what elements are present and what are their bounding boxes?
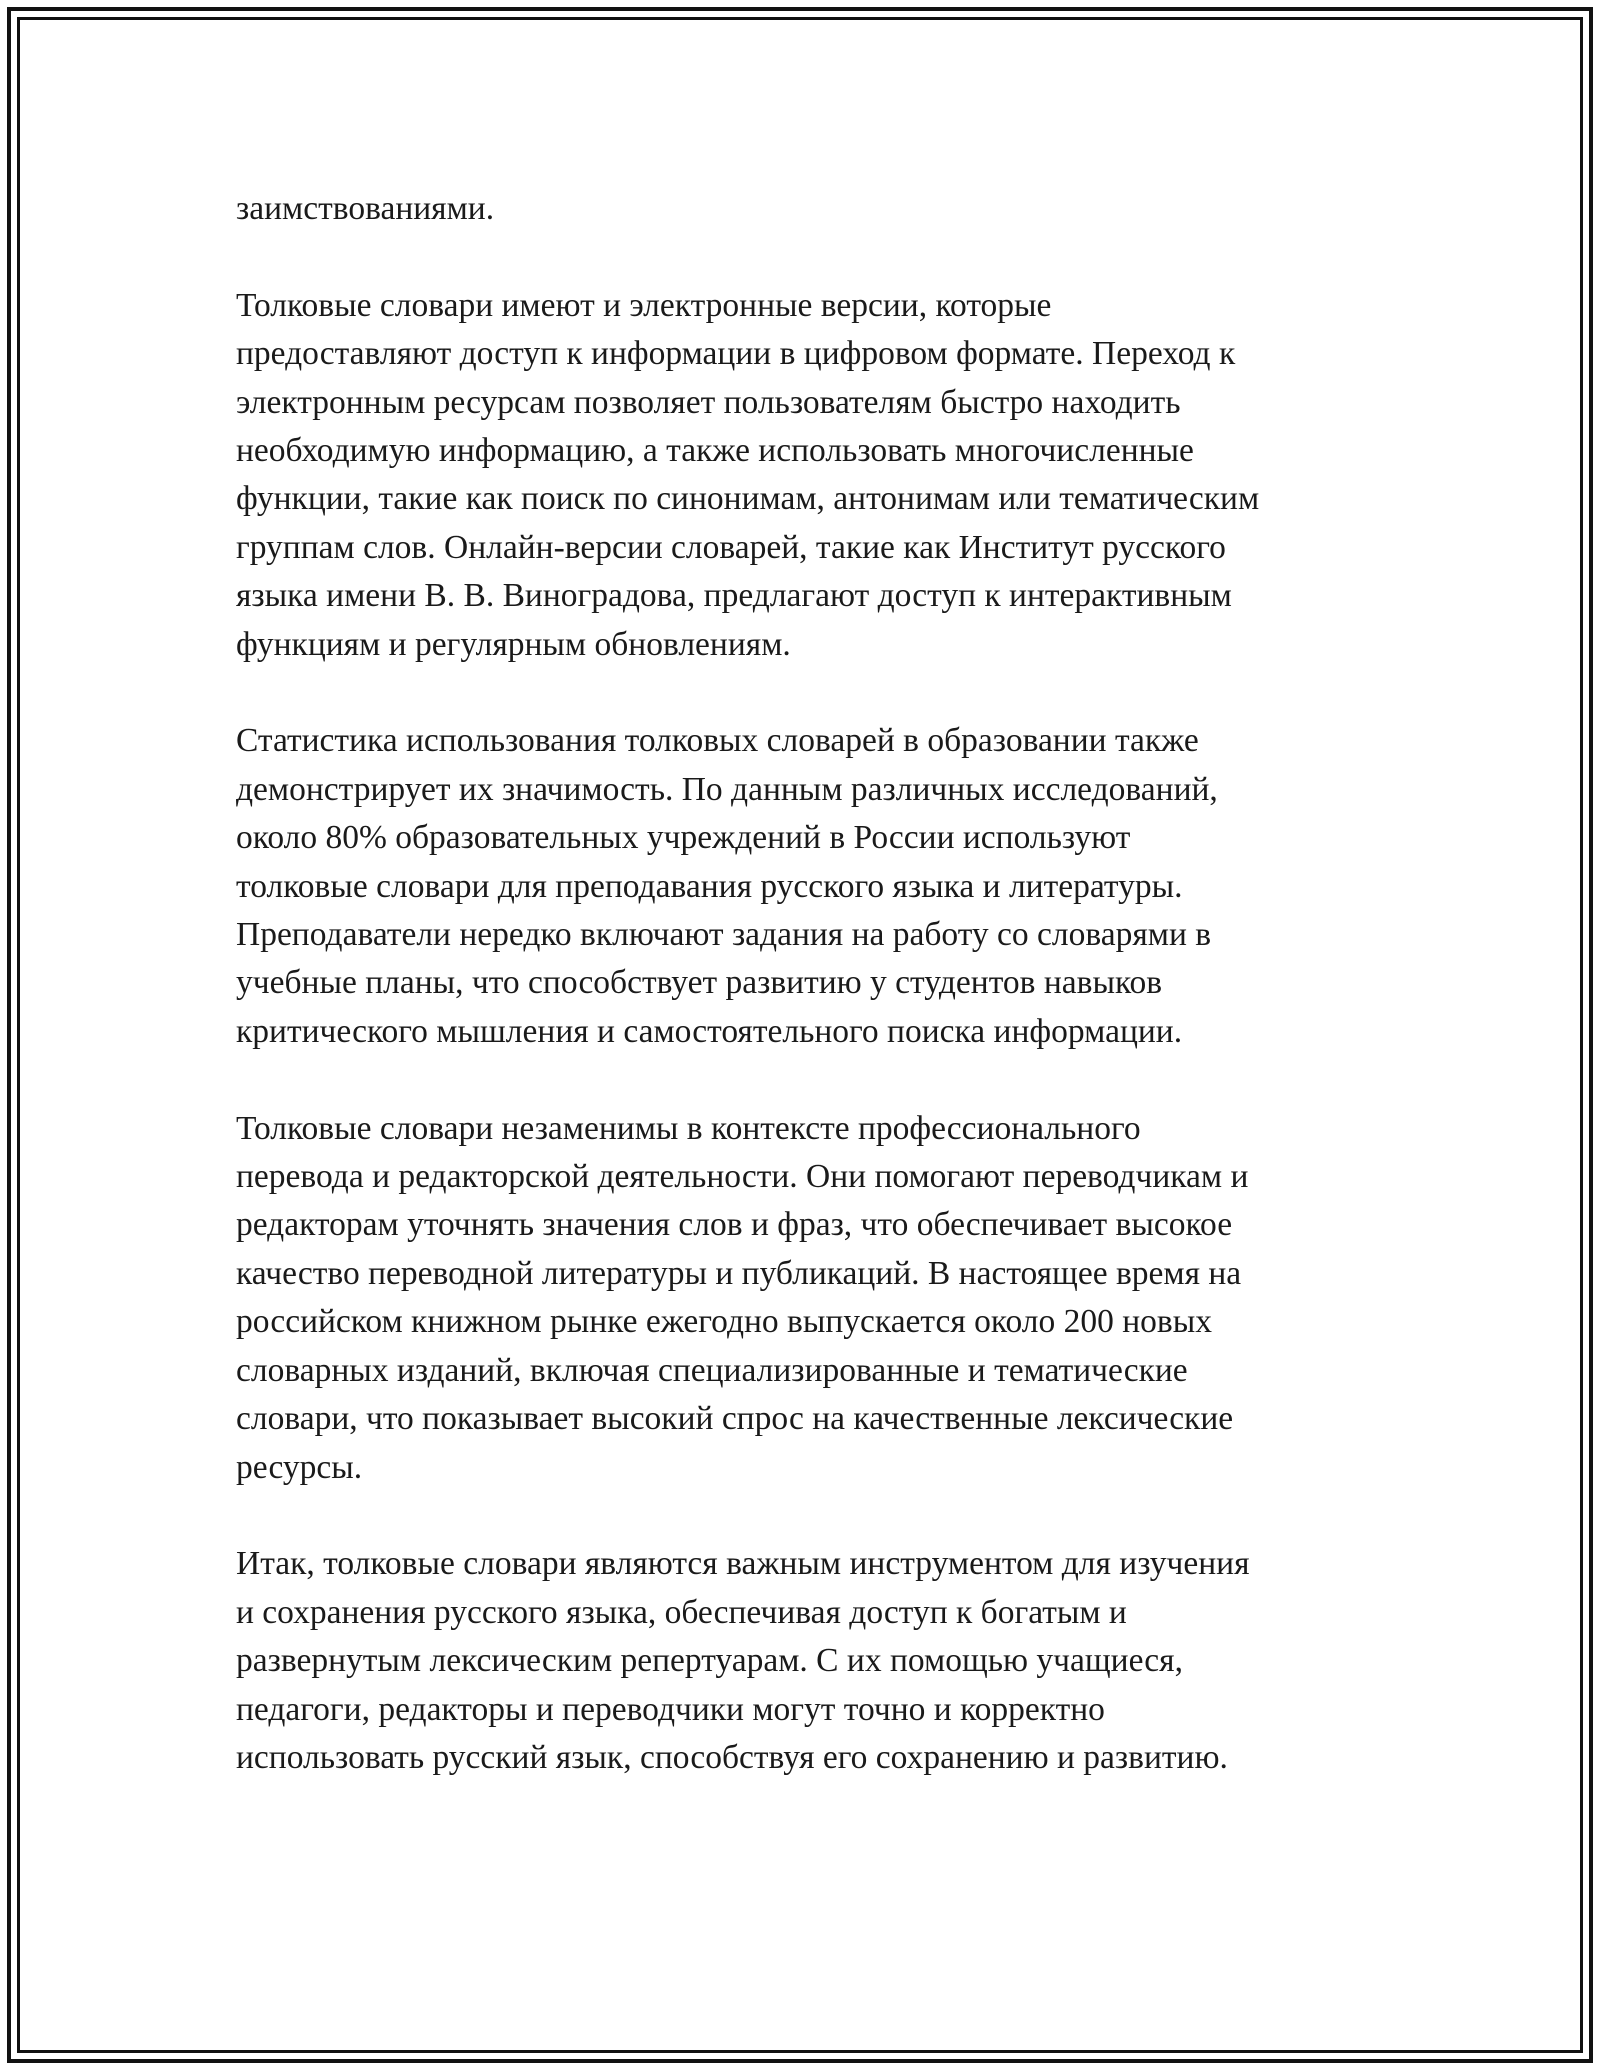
- paragraph-continuation: заимствованиями.: [236, 190, 495, 227]
- paragraph-electronic-versions: Толковые словари имеют и электронные версии, которые предоставляют доступ к информации в цифровом формате. Переход к электронным ресурсам позволяет пользователям быстро находить необходимую информацию, а также использовать многочисленные функции, такие как поиск по синонимам, антонимам или тематическим группам слов. Онлайн-версии словарей, такие как Институт русского языка имени В. В. Виноградова, предлагают доступ к интерактивным функциям и регулярным обновлениям.: [236, 286, 1260, 663]
- document-body: [236, 185, 1370, 1782]
- paragraph-education-statistics: Статистика использования толковых словарей в образовании также демонстрирует их значимость. По данным различных исследований, около 80% образовательных учреждений в России используют толковые словари для преподавания русского языка и литературы. Преподаватели нередко включают задания на работу со словарями в учебные планы, что способствует развитию у студентов навыков критического мышления и самостоятельного поиска информации.: [236, 722, 1218, 1050]
- paragraph-conclusion: Итак, толковые словари являются важным инструментом для изучения и сохранения русского языка, обеспечивая доступ к богатым и развернутым лексическим репертуарам. С их помощью учащиеся, педагоги, редакторы и переводчики могут точно и корректно использовать русский язык, способствуя его сохранению и развитию.: [236, 1545, 1250, 1776]
- paragraph-professional-translation: Толковые словари незаменимы в контексте профессионального перевода и редакторской деятельности. Они помогают переводчикам и редакторам уточнять значения слов и фраз, что обеспечивает высокое качество переводной литературы и публикаций. В настоящее время на российском книжном рынке ежегодно выпускается около 200 новых словарных изданий, включая специализированные и тематические словари, что показывает высокий спрос на качественные лексические ресурсы.: [236, 1109, 1249, 1486]
